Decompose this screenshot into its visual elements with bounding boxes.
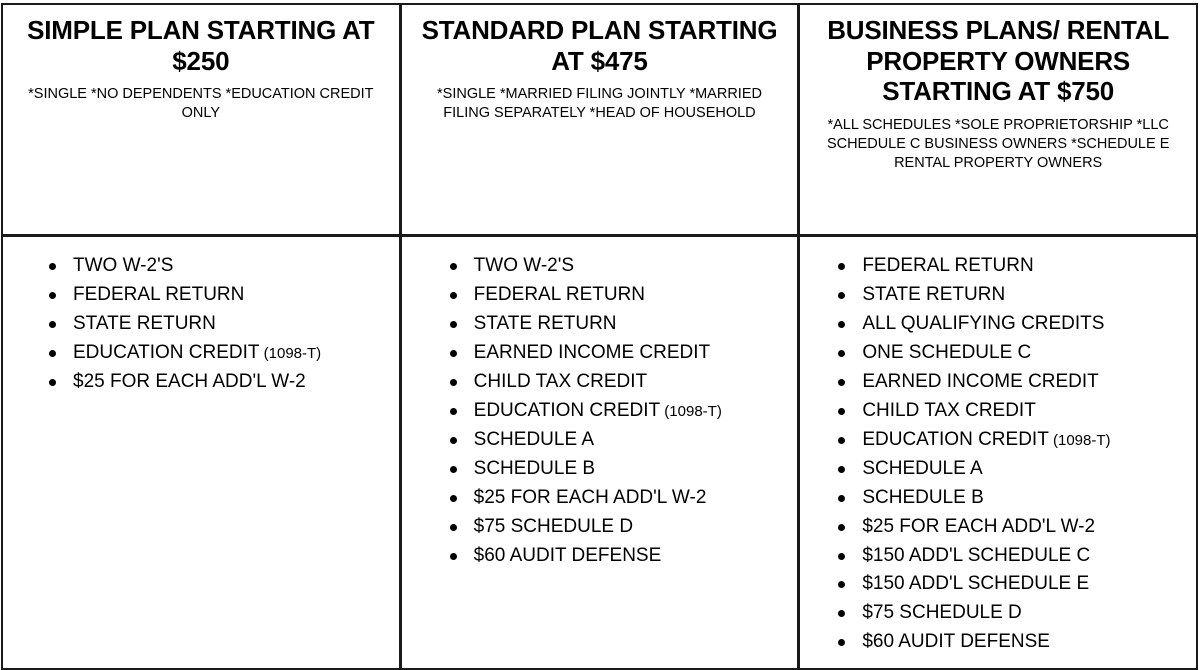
- feature-item: $150 ADD'L SCHEDULE C: [810, 543, 1186, 568]
- feature-item: $25 FOR EACH ADD'L W-2: [13, 369, 389, 394]
- plan-features-simple: [1, 235, 401, 670]
- plan-header-standard: [400, 3, 800, 236]
- feature-note: (1098-T): [259, 344, 322, 362]
- feature-item: $75 SCHEDULE D: [810, 600, 1186, 625]
- feature-item: CHILD TAX CREDIT: [412, 369, 788, 394]
- feature-item: $25 FOR EACH ADD'L W-2: [412, 485, 788, 510]
- feature-list-simple: [13, 253, 389, 394]
- plan-subtitle-simple: *SINGLE *NO DEPENDENTS *EDUCATION CREDIT ONLY: [28, 86, 374, 122]
- feature-item: SCHEDULE B: [412, 456, 788, 481]
- plan-title-standard: STANDARD PLAN STARTING AT $475: [421, 15, 778, 76]
- feature-item: SCHEDULE A: [412, 427, 788, 452]
- feature-item: $150 ADD'L SCHEDULE E: [810, 571, 1186, 596]
- feature-note: (1098-T): [1048, 431, 1111, 449]
- feature-note: (1098-T): [660, 402, 722, 420]
- feature-item: ALL QUALIFYING CREDITS: [810, 311, 1186, 336]
- feature-item: EARNED INCOME CREDIT: [810, 369, 1186, 394]
- feature-item: FEDERAL RETURN: [810, 253, 1186, 278]
- plan-features-standard: [400, 235, 800, 670]
- feature-item: TWO W-2'S: [412, 253, 788, 278]
- pricing-comparison-table: [2, 4, 1198, 651]
- plan-subtitle-standard: *SINGLE *MARRIED FILING JOINTLY *MARRIED FILING SEPARATELY *HEAD OF HOUSEHOLD: [437, 86, 762, 122]
- plan-header-business: [798, 3, 1198, 236]
- feature-item: STATE RETURN: [13, 311, 389, 336]
- feature-item: STATE RETURN: [412, 311, 788, 336]
- feature-item: SCHEDULE B: [810, 485, 1186, 510]
- plan-title-business: BUSINESS PLANS/ RENTAL PROPERTY OWNERS STARTING AT $750: [827, 15, 1170, 107]
- feature-item: SCHEDULE A: [810, 456, 1186, 481]
- feature-item: $60 AUDIT DEFENSE: [810, 629, 1186, 654]
- feature-item: $75 SCHEDULE D: [412, 514, 788, 539]
- plan-header-simple: [1, 3, 401, 236]
- feature-list-standard: [412, 253, 788, 568]
- feature-item: TWO W-2'S: [13, 253, 389, 278]
- feature-list-business: [810, 253, 1186, 655]
- feature-item: CHILD TAX CREDIT: [810, 398, 1186, 423]
- plan-title-simple: SIMPLE PLAN STARTING AT $250: [27, 15, 375, 76]
- feature-item: EDUCATION CREDIT (1098-T): [810, 427, 1186, 452]
- feature-item: ONE SCHEDULE C: [810, 340, 1186, 365]
- feature-item: FEDERAL RETURN: [412, 282, 788, 307]
- feature-item: $60 AUDIT DEFENSE: [412, 543, 788, 568]
- plan-features-business: [798, 235, 1198, 670]
- feature-item: EDUCATION CREDIT (1098-T): [412, 398, 788, 423]
- feature-item: $25 FOR EACH ADD'L W-2: [810, 514, 1186, 539]
- feature-item: STATE RETURN: [810, 282, 1186, 307]
- feature-item: FEDERAL RETURN: [13, 282, 389, 307]
- feature-item: EDUCATION CREDIT (1098-T): [13, 340, 389, 365]
- feature-item: EARNED INCOME CREDIT: [412, 340, 788, 365]
- plan-subtitle-business: *ALL SCHEDULES *SOLE PROPRIETORSHIP *LLC SCHEDULE C BUSINESS OWNERS *SCHEDULE E RENTAL PROPERTY OWNERS: [826, 117, 1170, 172]
